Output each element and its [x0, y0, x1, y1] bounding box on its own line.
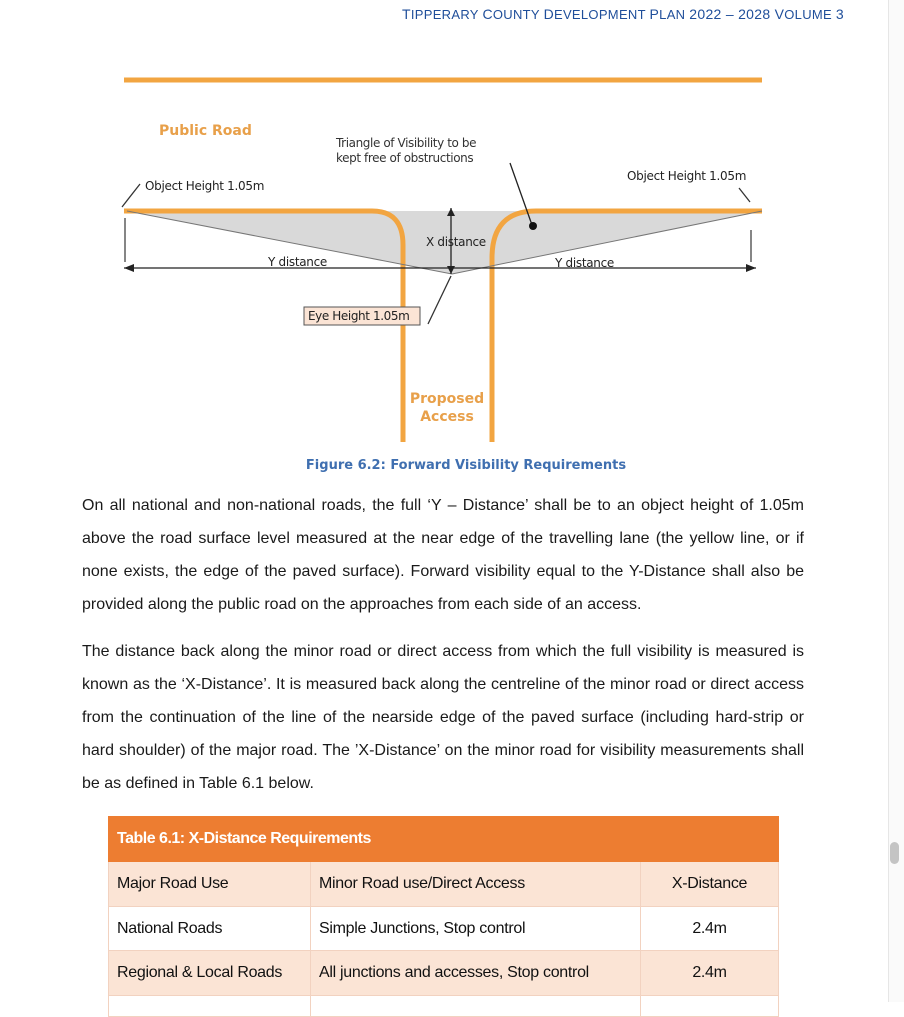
y-distance-right-label: Y distance [555, 256, 614, 270]
pointer-dot [529, 222, 537, 230]
x-distance-table [108, 816, 779, 1017]
cell-minor-road: All junctions and accesses, Stop control [311, 951, 641, 996]
access-label: Access [420, 409, 474, 425]
figure-caption: Figure 6.2: Forward Visibility Requirements [305, 458, 627, 473]
paragraph-y-distance: On all national and non-national roads, the full ‘Y – Distance’ shall be to an object height of 1.05m above the road surface level measured at the near edge of the travelling lane (the yellow line, or if none exists, the edge of the paved surface). Forward visibility equal to the Y-Distance shall also be provided along the public road on the approaches from each side of an access. [82, 497, 804, 613]
eye-height-label: Eye Height 1.05m [308, 309, 410, 323]
object-height-left-label: Object Height 1.05m [145, 179, 265, 193]
header-major-road-use: Major Road Use [109, 862, 311, 907]
proposed-label: Proposed [409, 391, 485, 407]
object-height-right-pointer [739, 188, 750, 202]
cell-x-distance: 2.4m [641, 951, 779, 996]
triangle-label-line1: Triangle of Visibility to be [336, 136, 477, 150]
y-arrow-right [746, 264, 756, 272]
cell-x-distance: 2.4m [641, 907, 779, 951]
scrollbar-thumb[interactable] [890, 842, 899, 864]
table-title: Table 6.1: X-Distance Requirements [109, 817, 779, 862]
paragraph-x-distance: The distance back along the minor road or direct access from which the full visibility is measured is known as the ‘X-Distance’. It is measured back along the centreline of the minor road or direct access from the continuation of the line of the nearside edge of the paved surface (including hard-strip or hard shoulder) of the major road. The ’X-Distance’ on the minor road for visibility measurements shall be as defined in Table 6.1 below. [82, 643, 804, 792]
public-road-label: Public Road [159, 123, 252, 139]
header-x-distance: X-Distance [641, 862, 779, 907]
cell-major-road: National Roads [109, 907, 311, 951]
cell-minor-road: Simple Junctions, Stop control [311, 907, 641, 951]
cell-major-road: Regional & Local Roads [109, 951, 311, 996]
table-row [109, 907, 779, 951]
table-title-row [109, 817, 779, 862]
table-row-partial [109, 996, 779, 1017]
header-minor-road: Minor Road use/Direct Access [311, 862, 641, 907]
x-distance-label: X distance [426, 235, 486, 249]
page-header: TIPPERARY COUNTY DEVELOPMENT PLAN 2022 – 2028 VOLUME 3 [402, 6, 845, 22]
y-distance-left-label: Y distance [268, 255, 327, 269]
forward-visibility-diagram [0, 0, 888, 450]
triangle-label-line2: kept free of obstructions [336, 151, 474, 165]
object-height-right-label: Object Height 1.05m [627, 169, 747, 183]
object-height-left-pointer [122, 184, 140, 207]
y-arrow-left [124, 264, 134, 272]
eye-height-pointer [428, 276, 451, 324]
table-header-row [109, 862, 779, 907]
table-row [109, 951, 779, 996]
